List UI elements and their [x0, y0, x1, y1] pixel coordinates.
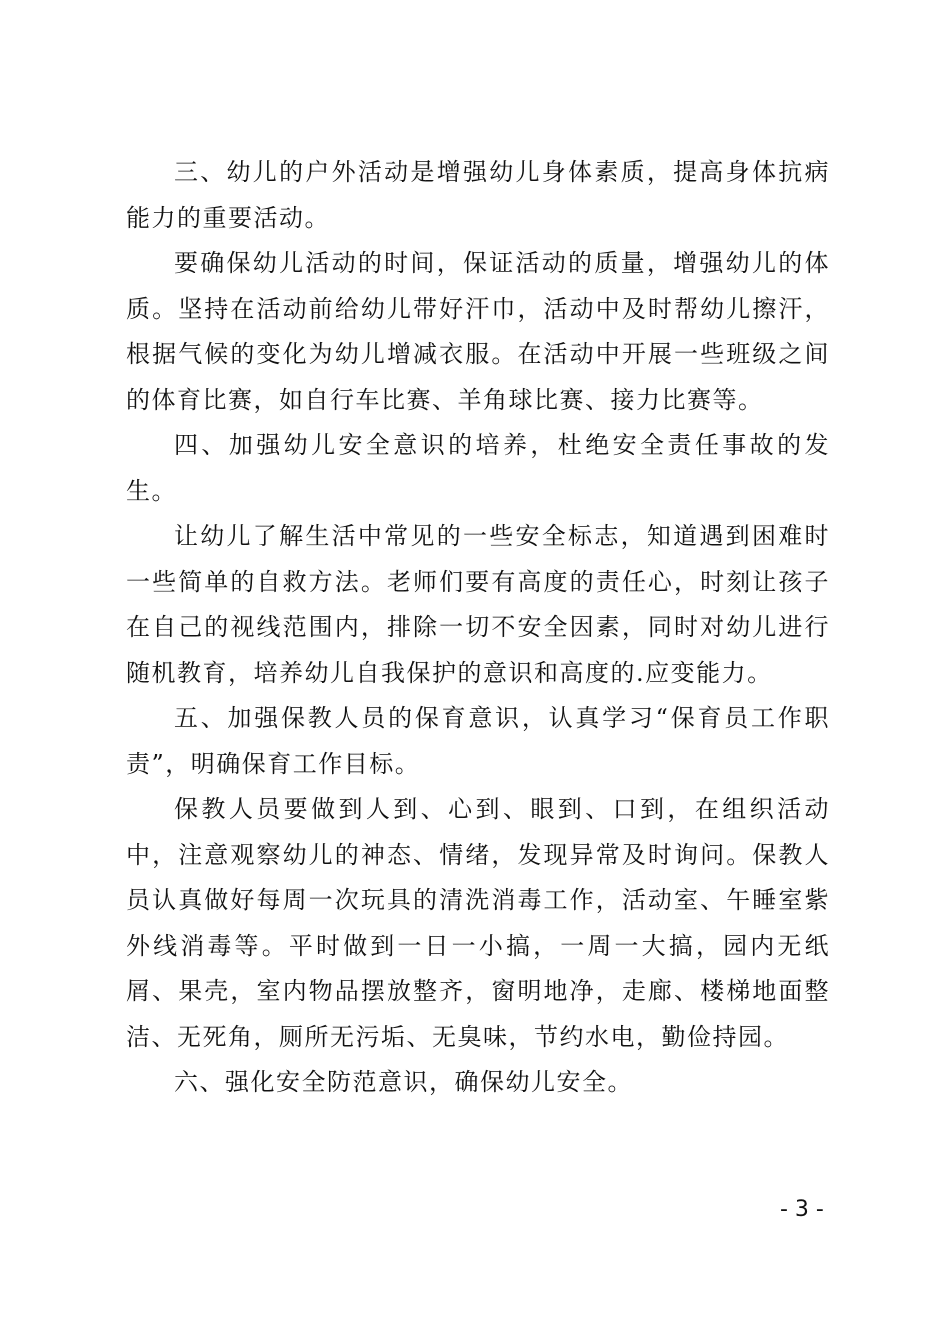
paragraph-care-staff: 保教人员要做到人到、心到、眼到、口到，在组织活动中，注意观察幼儿的神态、情绪，发现异常及时询问。保教人员认真做好每周一次玩具的清洗消毒工作，活动室、午睡室紫外线消毒等。平时做到一日一小搞，一周一大搞，园内无纸屑、果壳，室内物品摆放整齐，窗明地净，走廊、楼梯地面整洁、无死角，厕所无污垢、无臭味，节约水电，勤俭持园。 — [126, 795, 830, 1051]
section-heading-5: 五、加强保教人员的保育意识，认真学习“保育员工作职责”，明确保育工作目标。 — [126, 704, 830, 778]
section-heading-4: 四、加强幼儿安全意识的培养，杜绝安全责任事故的发生。 — [126, 431, 830, 505]
section-heading-3: 三、幼儿的户外活动是增强幼儿身体素质，提高身体抗病能力的重要活动。 — [126, 158, 830, 232]
paragraph-outdoor-activities: 要确保幼儿活动的时间，保证活动的质量，增强幼儿的体质。坚持在活动前给幼儿带好汗巾，活动中及时帮幼儿擦汗，根据气候的变化为幼儿增减衣服。在活动中开展一些班级之间的体育比赛，如自行车比赛、羊角球比赛、接力比赛等。 — [126, 249, 830, 414]
document-body — [126, 150, 830, 1106]
paragraph-safety-awareness: 让幼儿了解生活中常见的一些安全标志，知道遇到困难时一些简单的自救方法。老师们要有高度的责任心，时刻让孩子在自己的视线范围内，排除一切不安全因素，同时对幼儿进行随机教育，培养幼儿自我保护的意识和高度的.应变能力。 — [126, 522, 830, 687]
page-number: - 3 - — [780, 1197, 824, 1222]
section-heading-6: 六、强化安全防范意识，确保幼儿安全。 — [174, 1068, 633, 1096]
